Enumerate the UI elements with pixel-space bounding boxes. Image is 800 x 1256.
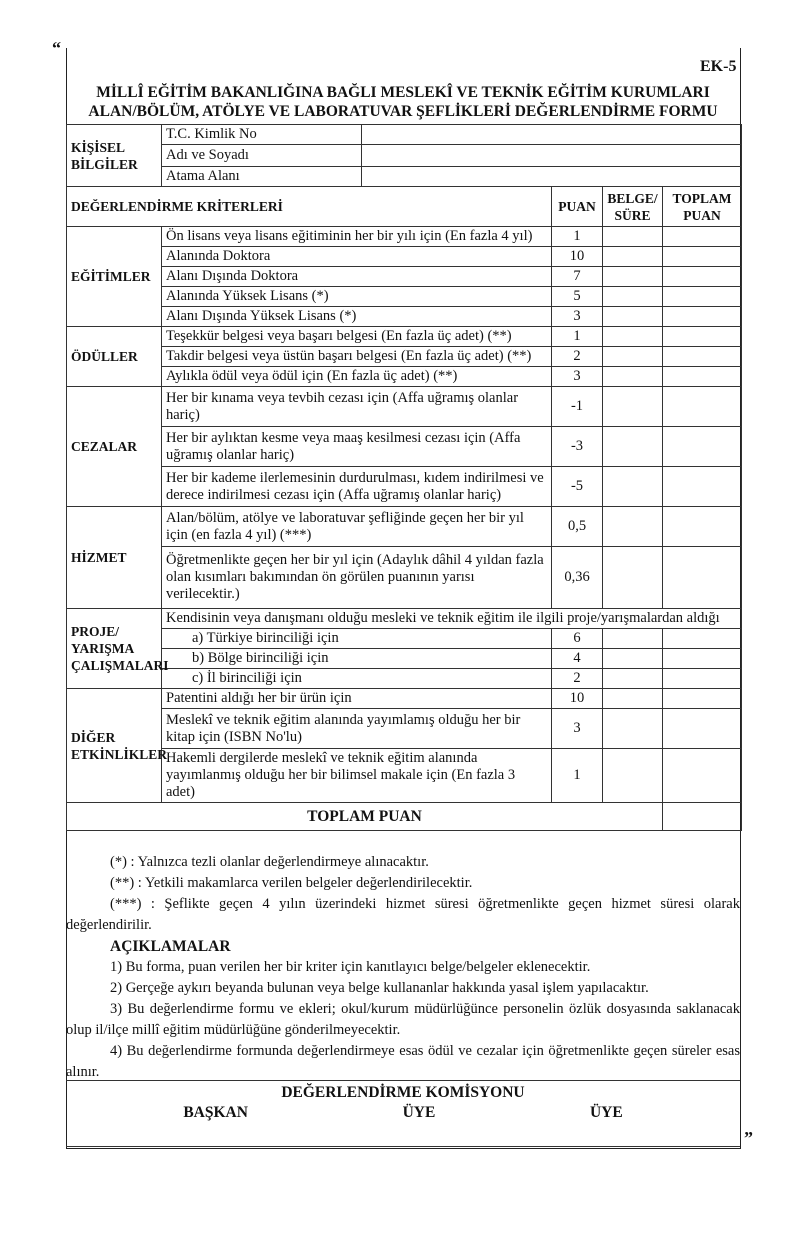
document-cell[interactable]	[603, 367, 663, 387]
explanation-3: 3) Bu değerlendirme formu ve ekleri; okul/kurum müdürlüğünce personelin özlük dosyasında saklanacak olup il/ilçe millî eğitim müdürlüğüne gönderilmeyecektir.	[66, 1001, 740, 1038]
criterion-points: 0,36	[552, 547, 603, 609]
document-cell[interactable]	[603, 227, 663, 247]
points-header: PUAN	[552, 187, 603, 227]
criterion-points: 10	[552, 689, 603, 709]
total-cell[interactable]	[663, 327, 742, 347]
criterion-points: 2	[552, 347, 603, 367]
explanations-title: AÇIKLAMALAR	[110, 938, 231, 955]
total-cell[interactable]	[663, 427, 742, 467]
criterion-text: Alanı Dışında Yüksek Lisans (*)	[162, 307, 552, 327]
document-cell[interactable]	[603, 287, 663, 307]
field-label-appointment: Atama Alanı	[162, 167, 362, 187]
explanation-1: 1) Bu forma, puan verilen her bir kriter için kanıtlayıcı belge/belgeler eklenecektir.	[110, 959, 591, 975]
opening-quote: “	[52, 38, 61, 58]
committee-title: DEĞERLENDİRME KOMİSYONU	[281, 1084, 525, 1101]
document-cell[interactable]	[603, 267, 663, 287]
criterion-text: Alanında Doktora	[162, 247, 552, 267]
criterion-text: Öğretmenlikte geçen her bir yıl için (Adaylık dâhil 4 yıldan fazla olan kısımları bakımından ön görülen puanının yarısı verilecektir.)	[162, 547, 552, 609]
criteria-header: DEĞERLENDİRME KRİTERLERİ	[67, 187, 552, 227]
footnote-3: (***) : Şeflikte geçen 4 yılın üzerindeki hizmet süresi öğretmenlikte geçen hizmet süresi olarak değerlendirilir.	[66, 896, 740, 933]
document-cell[interactable]	[603, 467, 663, 507]
field-value-appointment[interactable]	[362, 167, 742, 187]
document-cell[interactable]	[603, 347, 663, 367]
criterion-text: Her bir aylıktan kesme veya maaş kesilmesi cezası için (Affa uğramış olanlar hariç)	[162, 427, 552, 467]
document-cell[interactable]	[603, 749, 663, 803]
document-cell[interactable]	[603, 427, 663, 467]
explanation-4: 4) Bu değerlendirme formunda değerlendirmeye esas ödül ve cezalar için öğretmenlikte geçen süreler esas alınır.	[66, 1043, 740, 1080]
document-cell[interactable]	[603, 247, 663, 267]
total-cell[interactable]	[663, 227, 742, 247]
criterion-points: 3	[552, 709, 603, 749]
total-cell[interactable]	[663, 367, 742, 387]
service-category: HİZMET	[67, 507, 162, 609]
criterion-text: b) Bölge birinciliği için	[162, 649, 552, 669]
criterion-points: 2	[552, 669, 603, 689]
total-cell[interactable]	[663, 467, 742, 507]
criterion-text: Her bir kınama veya tevbih cezası için (Affa uğramış olanlar hariç)	[162, 387, 552, 427]
criterion-text: c) İl birinciliği için	[162, 669, 552, 689]
total-cell[interactable]	[663, 709, 742, 749]
criterion-points: 6	[552, 629, 603, 649]
total-cell[interactable]	[663, 547, 742, 609]
criterion-text: Ön lisans veya lisans eğitiminin her bir yılı için (En fazla 4 yıl)	[162, 227, 552, 247]
criterion-points: 1	[552, 227, 603, 247]
criterion-points: 0,5	[552, 507, 603, 547]
document-cell[interactable]	[603, 689, 663, 709]
form-title-line1: MİLLÎ EĞİTİM BAKANLIĞINA BAĞLI MESLEKÎ VE TEKNİK EĞİTİM KURUMLARI	[96, 84, 710, 101]
total-cell[interactable]	[663, 267, 742, 287]
criterion-points: -3	[552, 427, 603, 467]
criterion-points: 7	[552, 267, 603, 287]
total-cell[interactable]	[663, 689, 742, 709]
awards-category: ÖDÜLLER	[67, 327, 162, 387]
document-cell[interactable]	[603, 307, 663, 327]
chair-label: BAŞKAN	[183, 1104, 248, 1121]
total-cell[interactable]	[663, 247, 742, 267]
penalties-category: CEZALAR	[67, 387, 162, 507]
field-label-tc: T.C. Kimlik No	[162, 125, 362, 145]
document-cell[interactable]	[603, 649, 663, 669]
criterion-text: Alanında Yüksek Lisans (*)	[162, 287, 552, 307]
total-cell[interactable]	[663, 287, 742, 307]
total-cell[interactable]	[663, 629, 742, 649]
criterion-points: 1	[552, 327, 603, 347]
document-cell[interactable]	[603, 547, 663, 609]
education-category: EĞİTİMLER	[67, 227, 162, 327]
document-cell[interactable]	[603, 387, 663, 427]
evaluation-table	[66, 124, 742, 831]
criterion-text: Teşekkür belgesi veya başarı belgesi (En fazla üç adet) (**)	[162, 327, 552, 347]
document-cell[interactable]	[603, 327, 663, 347]
criterion-text: Aylıkla ödül veya ödül için (En fazla üç adet) (**)	[162, 367, 552, 387]
field-label-name: Adı ve Soyadı	[162, 145, 362, 167]
form-title-line2: ALAN/BÖLÜM, ATÖLYE VE LABORATUVAR ŞEFLİKLERİ DEĞERLENDİRME FORMU	[88, 103, 718, 120]
criterion-points: 5	[552, 287, 603, 307]
committee-section	[66, 1080, 740, 1147]
projects-category: PROJE/ YARIŞMA ÇALIŞMALARI	[67, 609, 162, 689]
explanation-2: 2) Gerçeğe aykırı beyanda bulunan veya belge kullananlar hakkında yasal işlem yapılacaktır.	[110, 980, 649, 996]
total-cell[interactable]	[663, 307, 742, 327]
criterion-text: Takdir belgesi veya üstün başarı belgesi (En fazla üç adet) (**)	[162, 347, 552, 367]
personal-info-category: KİŞİSEL BİLGİLER	[67, 125, 162, 187]
criterion-text: Hakemli dergilerde meslekî ve teknik eğitim alanında yayımlanmış olduğu her bir bilimsel makale için (En fazla 3 adet)	[162, 749, 552, 803]
criterion-text: a) Türkiye birinciliği için	[162, 629, 552, 649]
bottom-line	[66, 1148, 741, 1149]
document-cell[interactable]	[603, 709, 663, 749]
projects-intro: Kendisinin veya danışmanı olduğu mesleki ve teknik eğitim ile ilgili proje/yarışmalardan aldığı	[162, 609, 742, 629]
total-cell[interactable]	[663, 749, 742, 803]
criterion-text: Alan/bölüm, atölye ve laboratuvar şefliğinde geçen her bir yıl için (en fazla 4 yıl) (***)	[162, 507, 552, 547]
grand-total-cell[interactable]	[663, 803, 742, 831]
total-cell[interactable]	[663, 507, 742, 547]
closing-quote: ”	[744, 1128, 753, 1148]
total-header: TOPLAM PUAN	[663, 187, 742, 227]
field-value-name[interactable]	[362, 145, 742, 167]
footnote-2: (**) : Yetkili makamlarca verilen belgeler değerlendirilecektir.	[110, 875, 473, 891]
total-cell[interactable]	[663, 347, 742, 367]
criterion-text: Her bir kademe ilerlemesinin durdurulması, kıdem indirilmesi ve derece indirilmesi cezası için (Affa uğramış olanlar hariç)	[162, 467, 552, 507]
document-cell[interactable]	[603, 669, 663, 689]
annex-label: EK-5	[700, 58, 737, 75]
other-activities-category: DİĞER ETKİNLİKLER	[67, 689, 162, 803]
document-header: BELGE/ SÜRE	[603, 187, 663, 227]
footnote-1: (*) : Yalnızca tezli olanlar değerlendirmeye alınacaktır.	[110, 854, 429, 870]
criterion-points: 3	[552, 307, 603, 327]
total-cell[interactable]	[663, 669, 742, 689]
member1-label: ÜYE	[402, 1104, 436, 1121]
criterion-points: 4	[552, 649, 603, 669]
member2-label: ÜYE	[589, 1104, 623, 1121]
notes-section	[66, 852, 740, 1083]
criterion-text: Patentini aldığı her bir ürün için	[162, 689, 552, 709]
total-points-label: TOPLAM PUAN	[67, 803, 663, 831]
committee-signatures	[66, 1104, 740, 1146]
criterion-points: -5	[552, 467, 603, 507]
criterion-points: 10	[552, 247, 603, 267]
document-cell[interactable]	[603, 629, 663, 649]
field-value-tc[interactable]	[362, 125, 742, 145]
criterion-text: Meslekî ve teknik eğitim alanında yayımlamış olduğu her bir kitap için (ISBN No'lu)	[162, 709, 552, 749]
criterion-points: -1	[552, 387, 603, 427]
total-cell[interactable]	[663, 387, 742, 427]
criterion-points: 1	[552, 749, 603, 803]
total-cell[interactable]	[663, 649, 742, 669]
criterion-points: 3	[552, 367, 603, 387]
document-cell[interactable]	[603, 507, 663, 547]
criterion-text: Alanı Dışında Doktora	[162, 267, 552, 287]
